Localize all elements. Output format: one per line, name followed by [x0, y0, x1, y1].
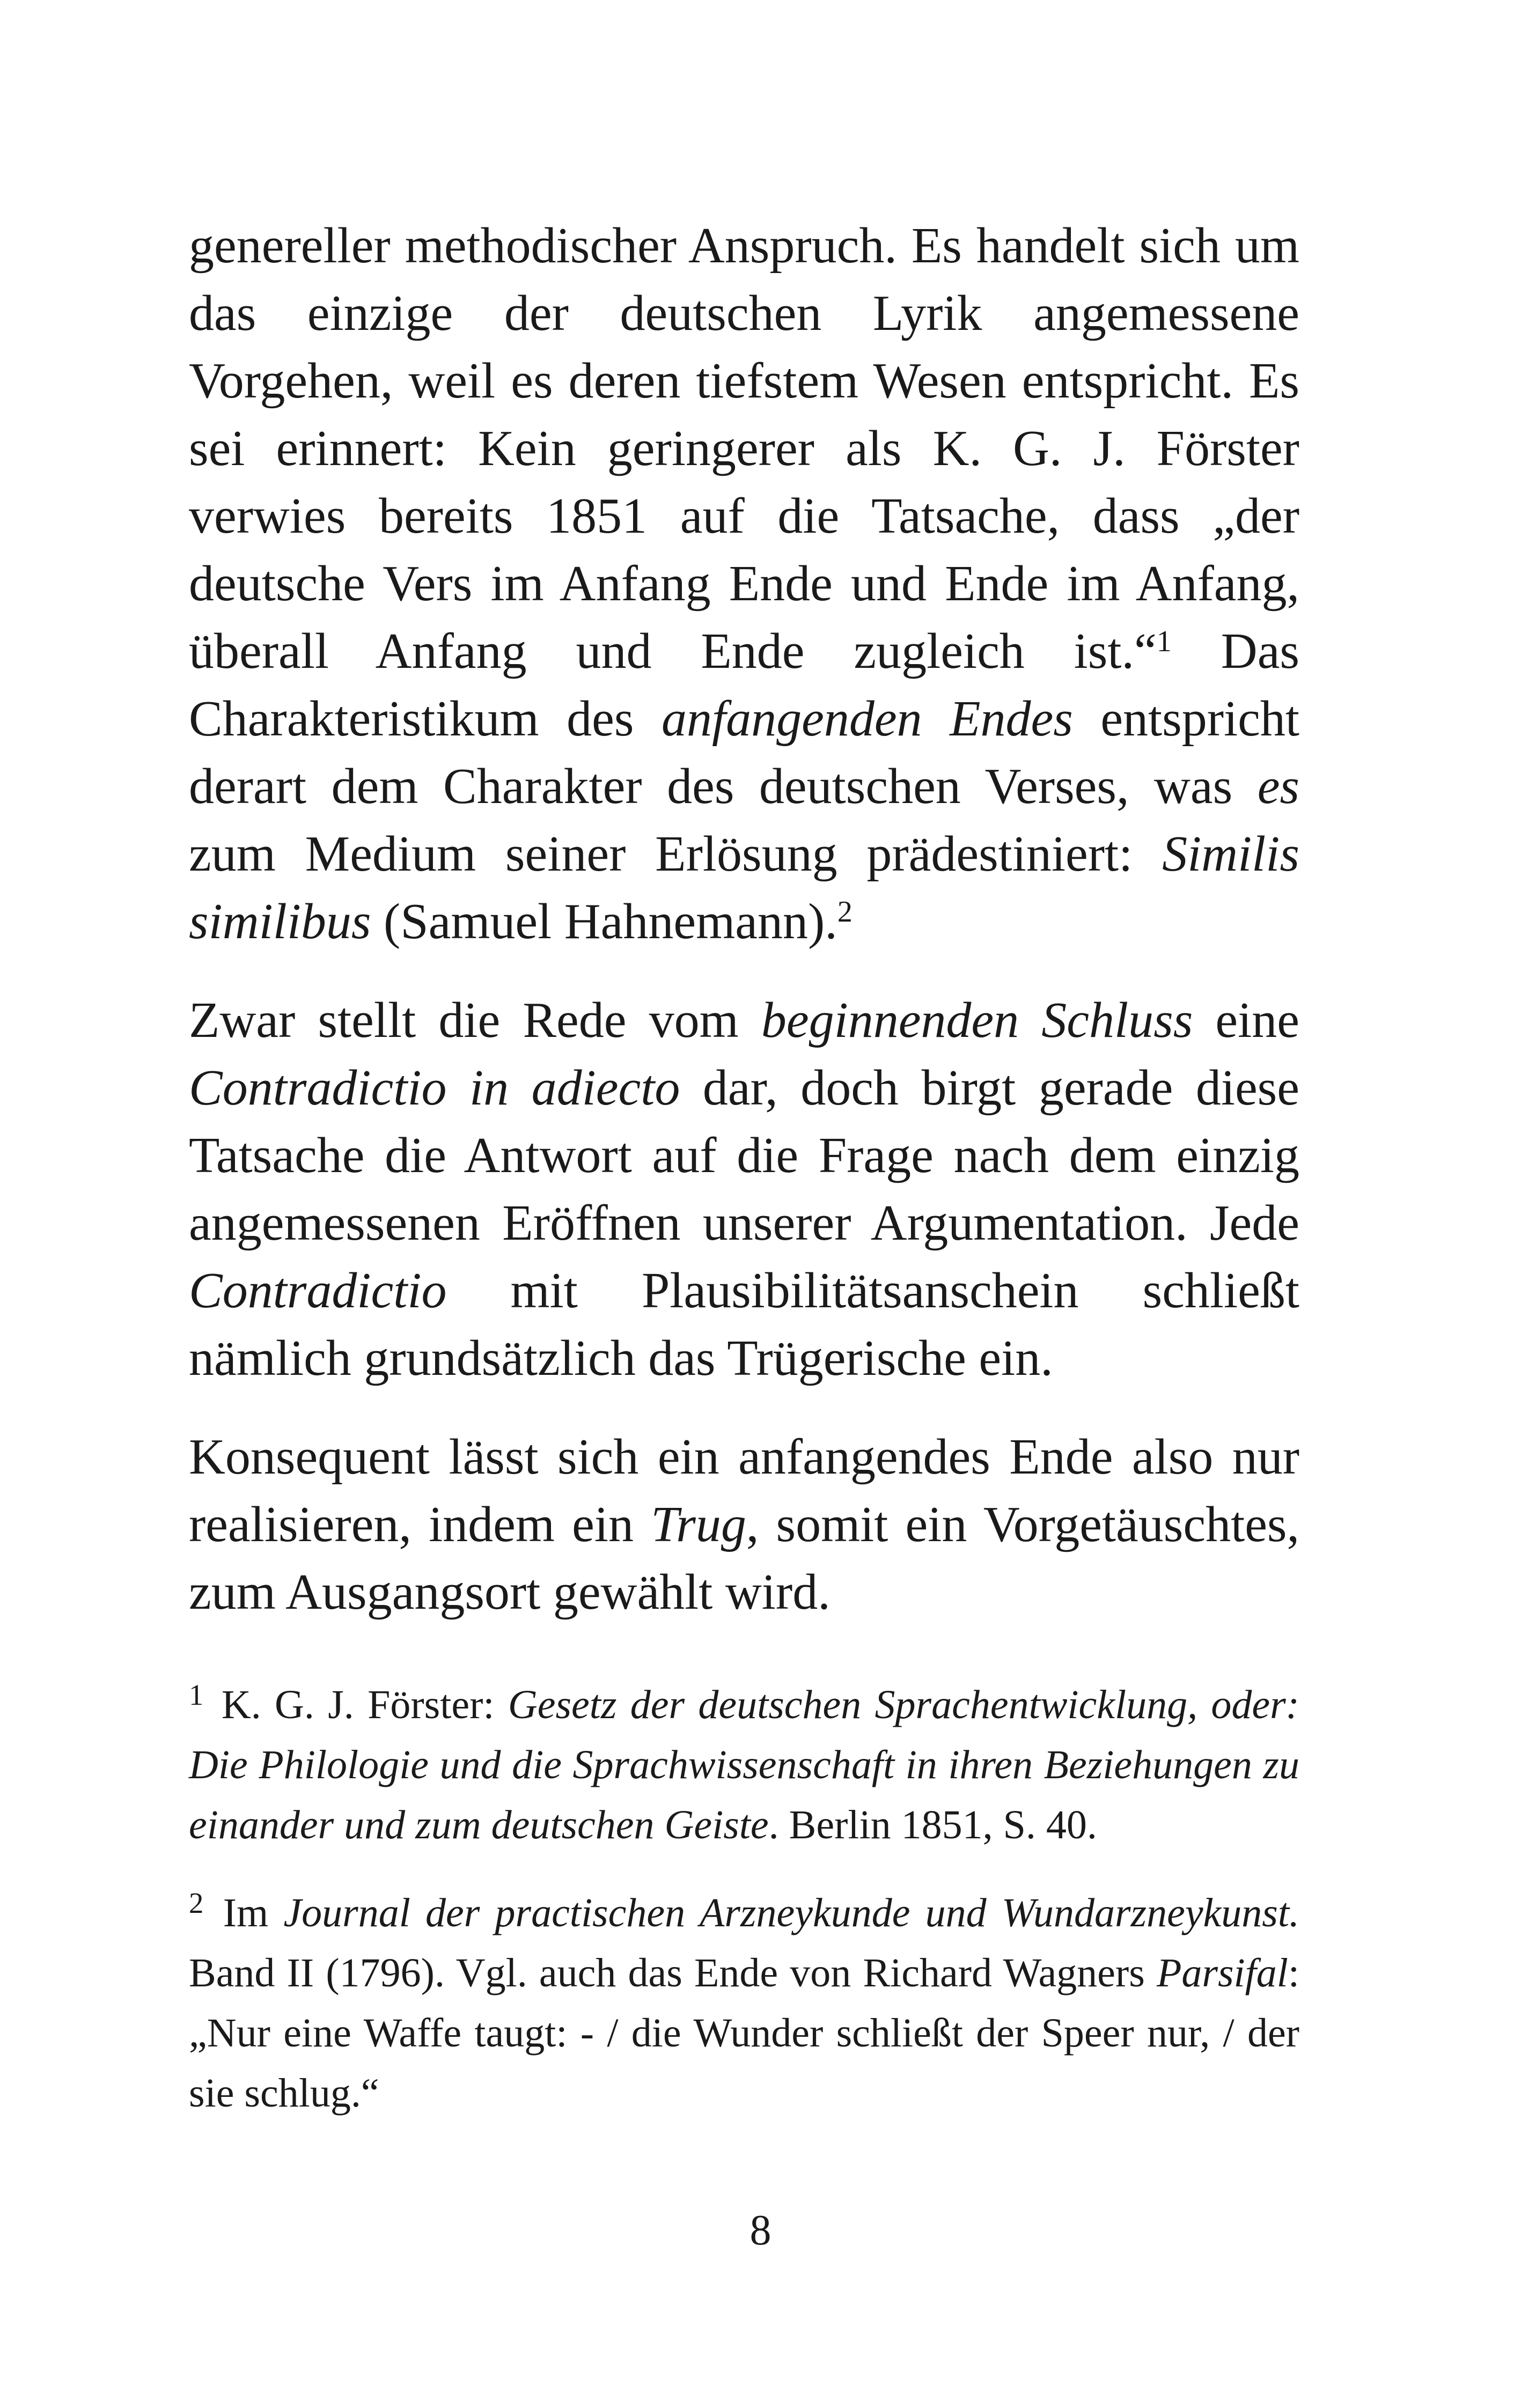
footnote-reference: 2 — [837, 895, 853, 929]
text-run: Zwar stellt die Rede vom — [189, 992, 761, 1048]
text-run: mit Plausibilitätsanschein schließt nämlich grundsätzlich das Trügerische ein. — [189, 1263, 1299, 1386]
italic-text: Parsifal — [1156, 1950, 1288, 1995]
text-run: , somit ein Vorgetäuschtes, zum Ausgangsort gewählt wird. — [189, 1497, 1299, 1620]
text-run: genereller methodischer Anspruch. Es handelt sich um das einzige der deutschen Lyrik angemessene Vorgehen, weil es deren tiefstem Wesen entspricht. Es sei erinnert: Kein geringerer als K. G. J. Förster verwies bereits 1851 auf die Tatsache, dass „der deutsche Vers im Anfang Ende und Ende im Anfang, überall Anfang und Ende zugleich ist.“ — [189, 218, 1299, 679]
italic-text: anfangenden Endes — [661, 691, 1073, 747]
main-text — [189, 212, 1299, 1657]
footnotes — [189, 1675, 1299, 2151]
text-run: Konsequent lässt sich ein anfangendes Ende also nur realisieren, indem ein — [189, 1429, 1299, 1552]
paragraph — [189, 986, 1299, 1392]
text-run: (Samuel Hahnemann). — [371, 894, 837, 949]
footnote — [189, 1883, 1299, 2123]
text-run: . Berlin 1851, S. 40. — [768, 1802, 1097, 1847]
italic-text: Journal der practischen Arzneykunde und Wundarzneykunst. — [283, 1890, 1299, 1935]
footnote — [189, 1675, 1299, 1855]
text-run: K. G. J. Förster: — [208, 1682, 508, 1727]
text-run: zum Medium seiner Erlösung prädestiniert: — [189, 826, 1163, 882]
italic-text: Contradictio in adiecto — [189, 1060, 680, 1116]
paragraph — [189, 212, 1299, 955]
text-run: Das Charakteristikum des — [189, 623, 1299, 747]
italic-text: Contradictio — [189, 1263, 447, 1319]
italic-text: Similis similibus — [189, 826, 1299, 949]
text-run: Im — [208, 1890, 284, 1935]
text-run: eine — [1193, 992, 1299, 1048]
italic-text: Gesetz der deutschen Sprachentwicklung, oder: Die Philologie und die Sprachwissenschaft in ihren Beziehungen zu einander und zum deutschen Geiste — [189, 1682, 1299, 1847]
footnote-number: 2 — [189, 1887, 204, 1920]
page-number: 8 — [750, 2207, 771, 2254]
paragraph — [189, 1423, 1299, 1626]
italic-text: Trug — [651, 1497, 746, 1552]
text-run: Band II (1796). Vgl. auch das Ende von Richard Wagners — [189, 1950, 1157, 1995]
footnote-reference: 1 — [1156, 624, 1172, 658]
footnote-number: 1 — [189, 1678, 204, 1712]
text-run: entspricht derart dem Charakter des deutschen Verses, was — [189, 691, 1299, 814]
italic-text: beginnenden Schluss — [761, 992, 1193, 1048]
italic-text: es — [1257, 759, 1299, 814]
text-run: dar, doch birgt gerade diese Tatsache die Antwort auf die Frage nach dem einzig angemessenen Eröffnen unserer Argumentation. Jede — [189, 1060, 1299, 1251]
text-run: : „Nur eine Waffe taugt: - / die Wunder schließt der Speer nur, / der sie schlug.“ — [189, 1950, 1299, 2116]
